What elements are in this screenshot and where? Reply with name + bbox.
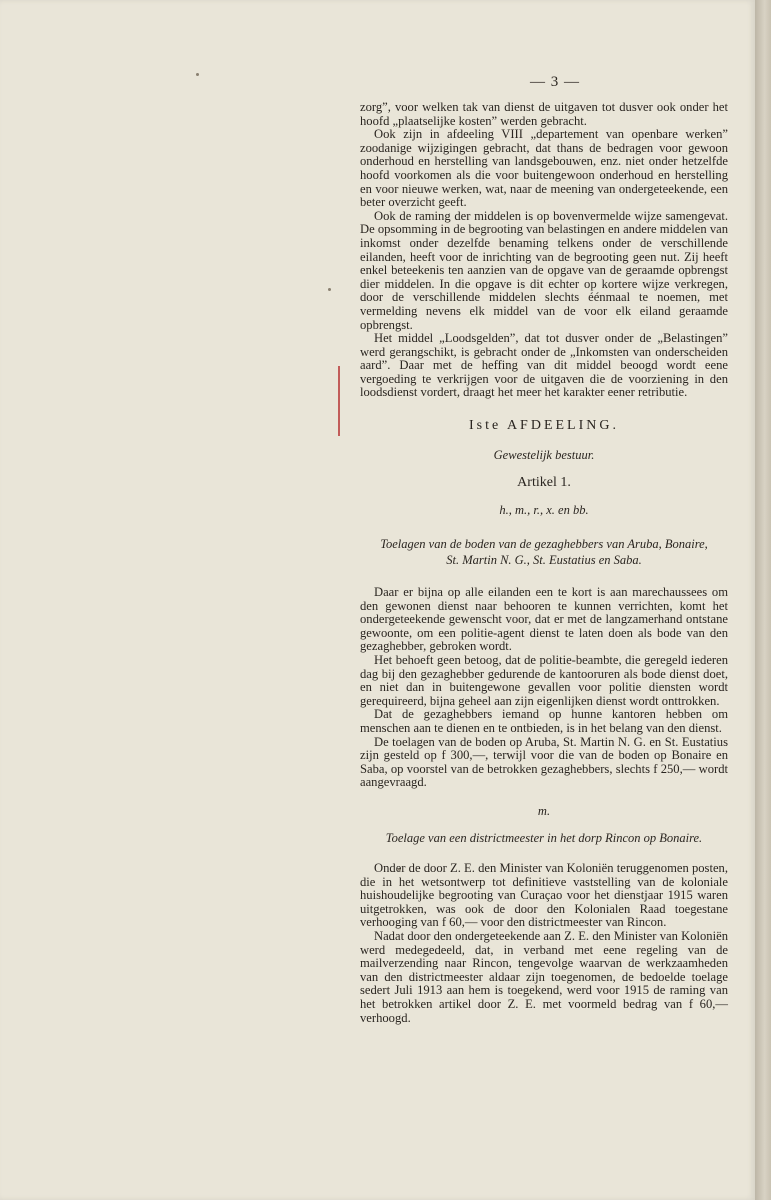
paragraph: De toelagen van de boden op Aruba, St. Martin N. G. en St. Eustatius zijn gesteld op f 300,—, terwijl voor die van de boden op Bonaire en Saba, op voorstel van de betrokken gezaghebbers, slechts f 250,— wordt aangevraagd.: [360, 734, 728, 790]
paragraph: zorg”, voor welken tak van dienst de uitgaven tot dusver ook onder het hoofd „plaatselijke kosten” werden gebracht.: [360, 100, 728, 128]
margin-annotation-line: [338, 366, 340, 436]
section-title: [360, 536, 728, 568]
paragraph: Onder de door Z. E. den Minister van Koloniën teruggenomen posten, die in het wetsontwerp tot definitieve vaststelling van de koloniale huishoudelijke begrooting van Curaçao voor het dienstjaar 1915 waren uitgetrokken, was ook de door den Kolonialen Raad toegestane verhooging van f 60,— voor den districtmeester van Rincon.: [360, 860, 728, 930]
paragraph: Daar er bijna op alle eilanden een te kort is aan marechaussees om den gewonen dienst naar behooren te kunnen verrichten, komt het ondergeteekende gewenscht voor, dat er met de langzamerhand ontstane gewoonte, om een politie-agent dienst te laten doen als bode van den gezaghebber, gebroken wordt.: [360, 585, 728, 654]
afdeeling-heading: Iste AFDEELING.: [469, 418, 619, 434]
section-title-line: Toelagen van de boden van de gezaghebbers van Aruba, Bonaire,: [380, 537, 708, 552]
page-edge: [755, 0, 771, 1200]
artikel-codes: h., m., r., x. en bb.: [499, 503, 589, 518]
paper-speck: [328, 288, 331, 291]
text-column: [360, 101, 728, 1025]
paragraph: Ook de raming der middelen is op bovenvermelde wijze samengevat. De opsomming in de begrooting van belastingen en andere middelen van inkomst onder dezelfde benaming telkens onder de verschillende eilanden, heeft voor de inrichting van de begrooting geen nut. Zij heeft enkel beteekenis ten aanzien van de opgave van de geraamde opbrengst dier middelen. In die opgave is dit echter op kortere wijze verkregen, door de verschillende middelen slechts éénmaal te noemen, met vermelding nevens elk middel van de voor elk eiland geraamde opbrengst.: [360, 208, 728, 332]
paragraph: Dat de gezaghebbers iemand op hunne kantoren hebben om menschen aan te dienen en te ontbieden, is in het belang van den dienst.: [360, 707, 728, 735]
page-number: — 3 —: [530, 74, 580, 90]
paragraph: Nadat door den ondergeteekende aan Z. E. den Minister van Koloniën werd medegedeeld, dat, in verband met eene regeling van de mailverzending naar Rincon, tengevolge waarvan de werkzaamheden van den districtmeester aldaar zijn toegenomen, de bedoelde toelage sedert Juli 1913 aan hem is toegekend, werd voor 1915 de raming van het betrokken artikel door Z. E. met voormeld bedrag van f 60,— verhoogd.: [360, 928, 728, 1025]
subsection-heading: m.: [537, 803, 551, 818]
paragraph: Het behoeft geen betoog, dat de politie-beambte, die geregeld iederen dag bij den gezaghebber gedurende de kantooruren als bode dienst doet, en niet dan in buitengewone gevallen voor politie diensten wordt gerequireerd, bijna geheel aan zijn eigenlijken dienst wordt onttrokken.: [360, 653, 728, 708]
section-title-line: St. Martin N. G., St. Eustatius en Saba.: [446, 553, 642, 568]
paper-speck: [196, 73, 199, 76]
artikel-heading: Artikel 1.: [517, 475, 571, 491]
afdeeling-subtitle: Gewestelijk bestuur.: [493, 448, 595, 463]
paragraph: Het middel „Loodsgelden”, dat tot dusver onder de „Belastingen” werd gerangschikt, is gebracht onder de „Inkomsten van onderscheiden aard”. Daar met de heffing van dit middel beoogd wordt eene vergoeding te verkrijgen voor de uitgaven die de voorziening in den loodsdienst vordert, draagt het meer het karakter eener retributie.: [360, 331, 728, 400]
section-title: Toelage van een districtmeester in het dorp Rincon op Bonaire.: [385, 830, 703, 845]
paragraph: Ook zijn in afdeeling VIII „departement van openbare werken” zoodanige wijzigingen gebracht, dat thans de bedragen voor gewoon onderhoud en herstelling van landsgebouwen, enz. niet onder hetzelfde hoofd voorkomen als die voor buitengewoon onderhoud en herstelling en voor nieuwe werken, wat, naar de meening van ondergeteekende, een beter overzicht geeft.: [360, 127, 728, 210]
